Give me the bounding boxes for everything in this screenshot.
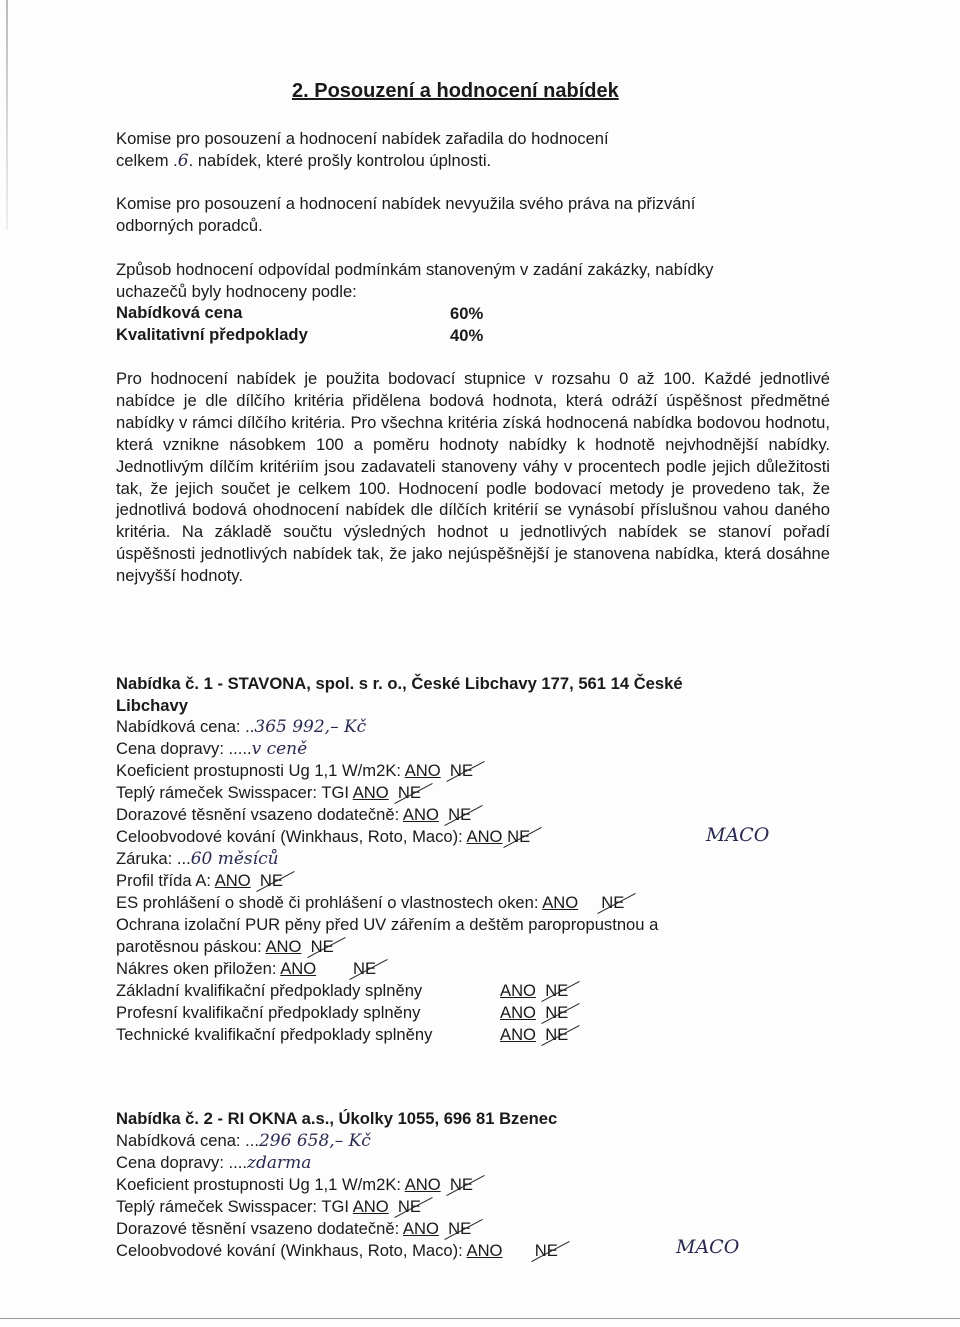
offer1-prof-answer — [500, 1002, 568, 1024]
no-struck: NE — [353, 959, 377, 978]
no-struck: NE — [507, 827, 531, 846]
yes-answer: ANO — [352, 1197, 389, 1216]
yes-answer: ANO — [402, 805, 439, 824]
offer1-tech-qual — [116, 1024, 432, 1046]
yes-answer: ANO — [214, 871, 251, 890]
criterion-name: Nabídková cena — [116, 303, 243, 322]
yes-answer: ANO — [280, 959, 317, 978]
handwritten-warranty: 60 měsíců — [190, 849, 279, 869]
spacer-label: Teplý rámeček Swisspacer: TGI — [116, 783, 353, 802]
scan-bottom-edge — [0, 1318, 960, 1319]
yes-answer: ANO — [466, 827, 503, 846]
offer1-basic-answer — [500, 980, 568, 1002]
pur-label: parotěsnou páskou: — [116, 937, 266, 956]
intro-text-a: celkem . — [116, 151, 178, 170]
tech-qual-label: Technické kvalifikační předpoklady splněny — [116, 1025, 433, 1044]
offer1-title-cont: Libchavy — [116, 696, 188, 715]
ug-label: Koeficient prostupnosti Ug 1,1 W/m2K: — [116, 761, 405, 780]
no-struck: NE — [397, 783, 421, 802]
yes-answer: ANO — [500, 981, 536, 1000]
hardware-label: Celoobvodové kování (Winkhaus, Roto, Maco): — [116, 827, 467, 846]
yes-answer: ANO — [402, 1219, 439, 1238]
spacer-label: Teplý rámeček Swisspacer: TGI — [116, 1197, 353, 1216]
offer2-spacer — [116, 1196, 421, 1218]
warranty-label: Záruka: ... — [116, 849, 191, 868]
method-paragraph: Pro hodnocení nabídek je použita bodovací stupnice v rozsahu 0 až 100. Každé jednotlivé nabídce je dle dílčího kritéria přidělena bodová hodnota, která odráží úspěšnost předmětné nabídky v rámci dílčího kritéria. Pro všechna kritéria získá hodnocená nabídka bodovou hodnotu, která vznikne násobkem 100 a poměru hodnoty nabídky k hodnotě nejvhodnější nabídky. Jednotlivým dílčím kritériím jsou zadavateli stanoveny váhy v procentech podle jejich důležitosti tak, že jejich součet je celkem 100. Hodnocení podle bodovací metody je provedeno tak, že jednotlivá bodová ohodnocení nabídek dle dílčích kritérií se vynásobí příslušnou vahou daného kritéria. Na základě součtu výsledných hodnot u jednotlivých nabídek se stanoví pořadí úspěšnosti jednotlivých nabídek tak, že jako nejúspěšnější je stanovena nabídka, která dosáhne nejvyšší hodnoty. — [116, 369, 830, 586]
no-struck: NE — [449, 761, 473, 780]
no-struck: NE — [448, 805, 472, 824]
prof-qual-label: Profesní kvalifikační předpoklady splněny — [116, 1003, 421, 1022]
criterion-weight: 40% — [450, 326, 484, 345]
offer1-pur-2 — [116, 936, 334, 958]
price-label: Nabídková cena: .. — [116, 717, 255, 736]
yes-answer: ANO — [500, 1025, 536, 1044]
method-intro-line-1: Způsob hodnocení odpovídal podmínkám stanoveným v zadání zakázky, nabídky — [116, 260, 714, 279]
no-struck: NE — [448, 1219, 472, 1238]
yes-answer: ANO — [404, 761, 441, 780]
offer2-title: Nabídka č. 2 - RI OKNA a.s., Úkolky 1055, 696 81 Bzenec — [116, 1109, 558, 1128]
handwritten-price: 296 658,– Kč — [258, 1131, 371, 1151]
no-struck: NE — [449, 1175, 473, 1194]
offer1-hardware — [116, 826, 530, 848]
drawing-label: Nákres oken přiložen: — [116, 959, 281, 978]
intro-line-1: Komise pro posouzení a hodnocení nabídek zařadila do hodnocení — [116, 129, 609, 148]
criterion-name: Kvalitativní předpoklady — [116, 325, 308, 344]
offer1-basic-qual — [116, 980, 422, 1002]
yes-answer: ANO — [466, 1241, 503, 1260]
offer1-es — [116, 892, 624, 914]
offer1-tech-answer — [500, 1024, 568, 1046]
offer1-drawing — [116, 958, 376, 980]
no-struck: NE — [545, 1025, 569, 1044]
advisors-line-2: odborných poradců. — [116, 216, 263, 235]
handwritten-transport: zdarma — [246, 1153, 312, 1173]
offer2-seal — [116, 1218, 471, 1240]
no-struck: NE — [310, 937, 334, 956]
yes-answer: ANO — [500, 1003, 536, 1022]
offer1-ug — [116, 760, 473, 782]
handwritten-price: 365 992,– Kč — [254, 717, 367, 737]
seal-label: Dorazové těsnění vsazeno dodatečně: — [116, 1219, 403, 1238]
offer1-prof-qual — [116, 1002, 420, 1024]
offer1-pur-1: Ochrana izolační PUR pěny před UV zářením a deštěm paropropustnou a — [116, 915, 659, 934]
offer1-title: Nabídka č. 1 - STAVONA, spol. s r. o., České Libchavy 177, 561 14 České — [116, 674, 683, 693]
ug-label: Koeficient prostupnosti Ug 1,1 W/m2K: — [116, 1175, 405, 1194]
price-label: Nabídková cena: ... — [116, 1131, 259, 1150]
offer2-price — [116, 1130, 371, 1152]
handwritten-count: 6 — [177, 151, 189, 171]
no-struck: NE — [259, 871, 283, 890]
advisors-line-1: Komise pro posouzení a hodnocení nabídek nevyužila svého práva na přizvání — [116, 194, 696, 213]
basic-qual-label: Základní kvalifikační předpoklady splněny — [116, 981, 423, 1000]
method-intro-line-2: uchazečů byly hodnoceny podle: — [116, 282, 357, 301]
seal-label: Dorazové těsnění vsazeno dodatečně: — [116, 805, 403, 824]
offer1-warranty — [116, 848, 279, 870]
yes-answer: ANO — [542, 893, 579, 912]
no-struck: NE — [601, 893, 625, 912]
no-struck: NE — [397, 1197, 421, 1216]
handwritten-hardware-note: MACO — [676, 1236, 740, 1258]
hardware-label: Celoobvodové kování (Winkhaus, Roto, Maco): — [116, 1241, 467, 1260]
transport-label: Cena dopravy: .... — [116, 1153, 247, 1172]
no-struck: NE — [534, 1241, 558, 1260]
offer1-seal — [116, 804, 471, 826]
yes-answer: ANO — [265, 937, 302, 956]
intro-text-b: . nabídek, které prošly kontrolou úplnosti. — [188, 151, 492, 170]
handwritten-hardware-note: MACO — [706, 824, 770, 846]
offer1-transport — [116, 738, 307, 760]
criterion-weight: 60% — [450, 304, 484, 323]
yes-answer: ANO — [352, 783, 389, 802]
no-struck: NE — [545, 1003, 569, 1022]
offer2-hardware — [116, 1240, 558, 1262]
intro-line-2 — [116, 150, 491, 172]
scan-edge — [6, 0, 8, 230]
transport-label: Cena dopravy: ..... — [116, 739, 252, 758]
offer2-transport — [116, 1152, 311, 1174]
offer1-price — [116, 716, 366, 738]
profile-label: Profil třída A: — [116, 871, 215, 890]
offer1-profile — [116, 870, 283, 892]
es-label: ES prohlášení o shodě či prohlášení o vlastnostech oken: — [116, 893, 543, 912]
handwritten-transport: v ceně — [251, 739, 308, 759]
section-heading: 2. Posouzení a hodnocení nabídek — [292, 80, 619, 102]
no-struck: NE — [545, 981, 569, 1000]
offer1-spacer — [116, 782, 421, 804]
offer2-ug — [116, 1174, 473, 1196]
yes-answer: ANO — [404, 1175, 441, 1194]
